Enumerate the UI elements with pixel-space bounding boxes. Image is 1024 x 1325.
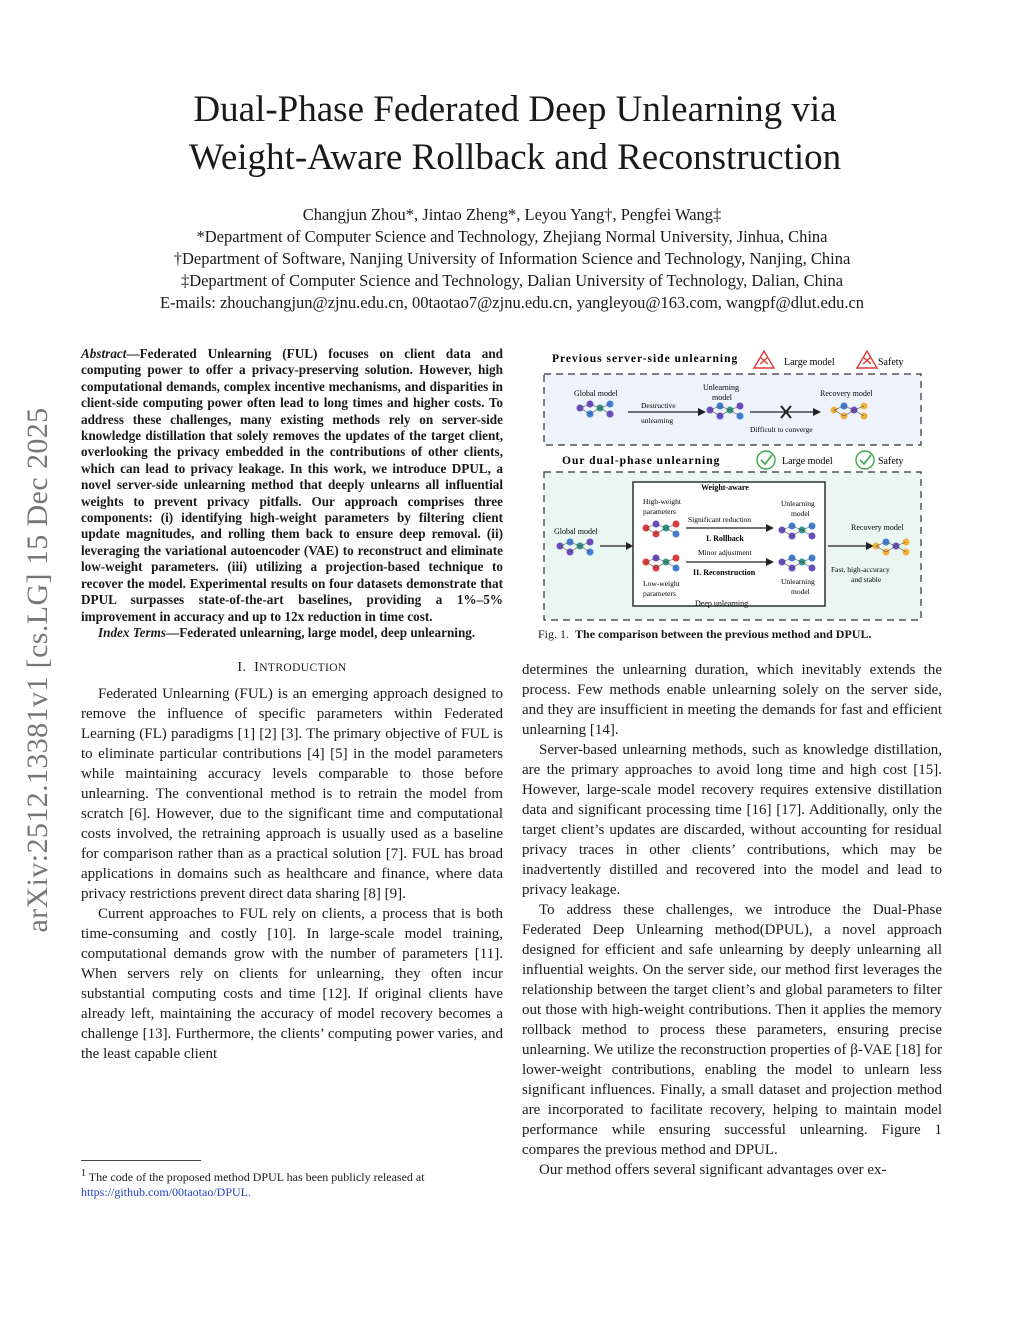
x-icon	[754, 351, 774, 368]
left-column	[81, 346, 503, 1064]
fig-recovery-model: Recovery model	[820, 389, 873, 398]
fig-bottom-large-model: Large model	[782, 456, 833, 467]
fig-high-weight: High-weight	[643, 497, 681, 506]
fig-top-title: Previous server-side unlearning	[552, 353, 739, 365]
footnote	[81, 1170, 503, 1200]
footnote-rule	[81, 1160, 201, 1161]
x-icon	[857, 351, 877, 368]
title-line-2: Weight-Aware Rollback and Reconstruction	[188, 137, 842, 178]
author-block	[100, 204, 924, 314]
fig-global-model-2: Global model	[554, 527, 598, 536]
affiliation-3: ‡Department of Computer Science and Technology, Dalian University of Technology, Dalian, China	[180, 271, 844, 290]
figure-1	[538, 348, 932, 624]
fig-low-weight: Low-weight	[643, 579, 680, 588]
check-icon	[856, 451, 874, 469]
index-terms	[81, 625, 503, 641]
fig-destructive: Destructive	[641, 401, 676, 410]
right-paragraph-2: Server-based unlearning methods, such as knowledge distillation, are the primary approaches to avoid long time and high cost [15]. However, large-scale model recovery requires extensive distillation data and significant processing time [16] [17]. Additionally, only the target client’s updates are discarded, without accounting for residual privacy traces in other clients’ contributions, which may be inadvertently distilled and recovered into the model and lead to privacy leakage.	[522, 742, 942, 898]
author-names: Changjun Zhou*, Jintao Zheng*, Leyou Yang†, Pengfei Wang‡	[302, 205, 722, 224]
fig-minor-adjustment: Minor adjustment	[698, 548, 752, 557]
caption-text: The comparison between the previous method and DPUL.	[575, 627, 872, 641]
fig-unlearning-model-3: Unlearning	[781, 499, 815, 508]
fig-recovery-model-2: Recovery model	[851, 523, 904, 532]
fig-and-stable: and stable	[851, 575, 882, 584]
caption-label: Fig. 1.	[538, 627, 570, 641]
fig-top-safety: Safety	[878, 357, 904, 368]
figure-caption	[538, 627, 933, 642]
right-column	[522, 660, 942, 1180]
affiliation-2: †Department of Software, Nanjing University of Information Science and Technology, Nanjing, China	[173, 249, 851, 268]
section-heading-introduction: I. INTRODUCTION	[237, 660, 347, 676]
fig-reconstruction: II. Reconstruction	[693, 568, 756, 577]
fig-difficult: Difficult to converge	[750, 425, 813, 434]
intro-paragraph-1: Federated Unlearning (FUL) is an emerging approach designed to remove the influence of specific parameters within Federated Learning (FL) paradigms [1] [2] [3]. The primary objective of FUL is to eliminate particular contributions [4] [5] in the model parameters while maintaining accuracy levels comparable to those before unlearning. The conventional method is to retrain the model from scratch [6]. However, due to the significant time and computational costs involved, the retraining approach is usually used as a baseline for comparison rather than as a practical solution [7]. FUL has broad applications in domains such as healthcare and finance, where data privacy restrictions prevent direct data sharing [8] [9].	[81, 686, 503, 903]
fig-bottom-title: Our dual-phase unlearning	[562, 455, 721, 467]
figure-diagram	[538, 348, 932, 624]
intro-paragraph-2: Current approaches to FUL rely on clients, a process that is both time-consuming and costly [10]. In large-scale model training, computational demands grow with the number of parameters [11]. When servers rely on clients for unlearning, they often incur substantial computing costs and time [12]. If original clients have already left, maintaining the accuracy of model recovery becomes a challenge [13]. Furthermore, the clients’ computing power varies, and the least capable client	[81, 906, 503, 1063]
fig-top-large-model: Large model	[784, 357, 835, 368]
fig-parameters-2: parameters	[643, 589, 676, 598]
index-terms-label: Index Terms	[98, 624, 167, 640]
fig-weight-aware: Weight-aware	[701, 483, 749, 492]
arxiv-sidebar	[6, 375, 70, 965]
footnote-link[interactable]: https://github.com/00taotao/DPUL.	[81, 1185, 251, 1199]
index-terms-text: —Federated unlearning, large model, deep unlearning.	[166, 624, 476, 640]
fig-unlearning-model-4: model	[791, 509, 810, 518]
fig-unlearning-model-5: Unlearning	[781, 577, 815, 586]
right-paragraph-4: Our method offers several significant advantages over ex-	[539, 1162, 887, 1178]
fig-fast: Fast, high-accuracy	[831, 565, 890, 574]
fig-unlearning-model-1: Unlearning	[703, 383, 739, 392]
footnote-mark: 1	[81, 1168, 86, 1179]
abstract-label: Abstract	[81, 346, 127, 361]
affiliation-1: *Department of Computer Science and Technology, Zhejiang Normal University, Jinhua, China	[196, 227, 828, 246]
author-emails: E-mails: zhouchangjun@zjnu.edu.cn, 00taotao7@zjnu.edu.cn, yangleyou@163.com, wangpf@dlut.edu.cn	[159, 293, 865, 312]
title-line-1: Dual-Phase Federated Deep Unlearning via	[193, 89, 837, 130]
fig-parameters-1: parameters	[643, 507, 676, 516]
fig-global-model: Global model	[574, 389, 618, 398]
fig-significant-reduction: Significant reduction	[688, 515, 752, 524]
check-icon	[757, 451, 775, 469]
fig-unlearning-model-2: model	[712, 393, 732, 402]
fig-unlearning: unlearning	[641, 416, 674, 425]
paper-title	[110, 86, 920, 182]
right-paragraph-1: determines the unlearning duration, which inevitably extends the process. Few methods enable unlearning solely on the server side, and they are insufficient in meeting the demands for fast and efficient unlearning [14].	[522, 662, 942, 738]
fig-unlearning-model-6: model	[791, 587, 810, 596]
fig-deep-unlearning: Deep unlearning	[695, 599, 749, 608]
abstract	[81, 346, 503, 625]
fig-bottom-safety: Safety	[878, 456, 904, 467]
fig-rollback: I. Rollback	[706, 534, 744, 543]
arxiv-id: arXiv:2512.13381v1 [cs.LG] 15 Dec 2025	[21, 407, 54, 933]
abstract-text: —Federated Unlearning (FUL) focuses on client data and computing power to offer a privacy-preserving solution. However, high computational demands, complex incentive mechanisms, and disparities in client-side computing power often lead to long times and higher costs. To address these challenges, many existing methods rely on server-side knowledge distillation that solely removes the updates of the target client, overlooking the privacy embedded in the contributions of other clients, which can lead to privacy leakage. In this work, we introduce DPUL, a novel server-side unlearning method that deeply unlearns all influential weights to prevent privacy pitfalls. Our approach comprises three components: (i) identifying high-weight parameters by filtering client update magnitudes, and rolling them back to ensure deep removal. (ii) leveraging the variational autoencoder (VAE) to reconstruct and eliminate low-weight parameters. (iii) utilizing a projection-based technique to recover the model. Experimental results on four datasets demonstrate that DPUL surpasses state-of-the-art baselines, providing a 1%–5% improvement in accuracy and up to 12x reduction in time cost.	[81, 346, 503, 624]
footnote-text: The code of the proposed method DPUL has been publicly released at	[88, 1170, 425, 1184]
right-paragraph-3: To address these challenges, we introduce the Dual-Phase Federated Deep Unlearning method(DPUL), a novel approach designed for efficient and safe unlearning by deeply unlearning all influential weights. On the server side, our method first leverages the relationship between the target client’s and global parameters to filter out those with high-weight contributions. Then it applies the memory rollback method to process these parameters, ensuring precise unlearning. We utilize the reconstruction properties of β-VAE [18] for lower-weight contributions, enabling the model to unlearn less significant influences. Finally, a small dataset and projection method are incorporated to facilitate recovery, helping to maintain model performance while ensuring successful unlearning. Figure 1 compares the previous method and DPUL.	[522, 902, 942, 1158]
